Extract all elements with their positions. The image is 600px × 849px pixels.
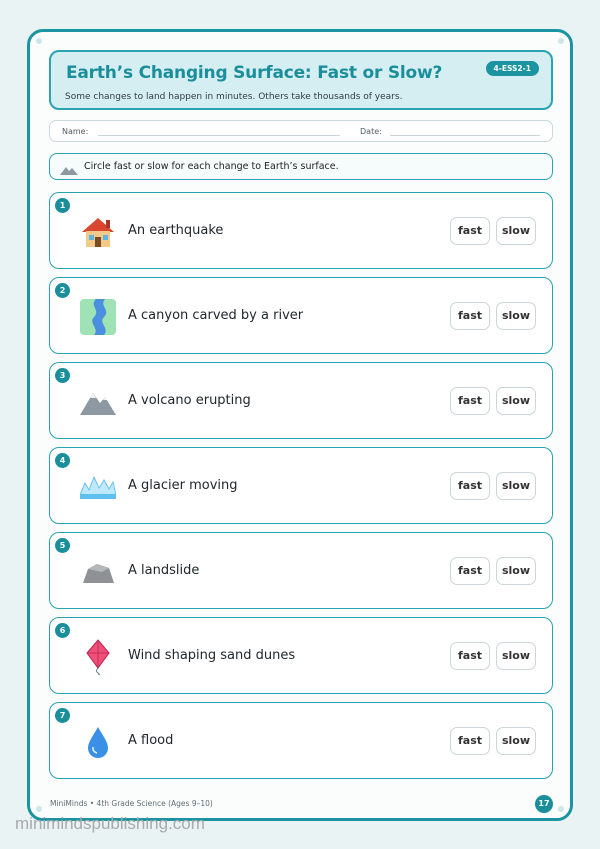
slow-option[interactable]: slow <box>496 217 536 245</box>
question-card <box>49 277 553 354</box>
fast-option[interactable]: fast <box>450 302 490 330</box>
slow-option[interactable]: slow <box>496 387 536 415</box>
slow-option[interactable]: slow <box>496 727 536 755</box>
rock-icon <box>80 554 116 590</box>
page-title: Earth’s Changing Surface: Fast or Slow? <box>66 63 443 83</box>
corner-dot <box>558 806 564 812</box>
question-number: 3 <box>55 368 70 383</box>
question-number: 5 <box>55 538 70 553</box>
water-drop-icon <box>80 724 116 760</box>
question-label: A flood <box>128 733 174 748</box>
slow-option[interactable]: slow <box>496 557 536 585</box>
worksheet-page <box>27 29 573 821</box>
fast-option[interactable]: fast <box>450 557 490 585</box>
instruction-box <box>49 153 553 180</box>
name-date-bar <box>49 120 553 142</box>
fast-option[interactable]: fast <box>450 387 490 415</box>
header-banner <box>49 50 553 110</box>
name-label: Name: <box>62 127 89 136</box>
fast-option[interactable]: fast <box>450 217 490 245</box>
question-number: 2 <box>55 283 70 298</box>
question-label: A landslide <box>128 563 200 578</box>
mountain-icon <box>60 161 78 180</box>
question-label: A glacier moving <box>128 478 238 493</box>
slow-option[interactable]: slow <box>496 642 536 670</box>
name-field[interactable] <box>98 135 340 136</box>
instruction-text: Circle fast or slow for each change to Earth’s surface. <box>84 161 339 172</box>
date-field[interactable] <box>390 135 540 136</box>
question-label: A canyon carved by a river <box>128 308 304 323</box>
question-label: An earthquake <box>128 223 224 238</box>
question-number: 4 <box>55 453 70 468</box>
question-number: 7 <box>55 708 70 723</box>
question-number: 1 <box>55 198 70 213</box>
question-card <box>49 192 553 269</box>
glacier-icon <box>80 469 116 505</box>
question-card <box>49 362 553 439</box>
question-card <box>49 702 553 779</box>
question-number: 6 <box>55 623 70 638</box>
kite-icon <box>80 639 116 675</box>
river-icon <box>80 299 116 335</box>
footer-text: MiniMinds • 4th Grade Science (Ages 9–10) <box>50 799 213 808</box>
slow-option[interactable]: slow <box>496 472 536 500</box>
corner-dot <box>558 38 564 44</box>
corner-dot <box>36 806 42 812</box>
corner-dot <box>36 38 42 44</box>
standard-badge: 4-ESS2-1 <box>486 61 539 76</box>
slow-option[interactable]: slow <box>496 302 536 330</box>
question-card <box>49 447 553 524</box>
question-card <box>49 617 553 694</box>
fast-option[interactable]: fast <box>450 642 490 670</box>
mountain-icon <box>80 384 116 420</box>
house-icon <box>80 214 116 250</box>
fast-option[interactable]: fast <box>450 472 490 500</box>
fast-option[interactable]: fast <box>450 727 490 755</box>
watermark: minimindspublishing.com <box>15 814 205 833</box>
date-label: Date: <box>360 127 382 136</box>
page-subtitle: Some changes to land happen in minutes. Others take thousands of years. <box>65 92 403 102</box>
question-label: A volcano erupting <box>128 393 251 408</box>
question-card <box>49 532 553 609</box>
question-label: Wind shaping sand dunes <box>128 648 296 663</box>
page-number: 17 <box>535 795 553 813</box>
